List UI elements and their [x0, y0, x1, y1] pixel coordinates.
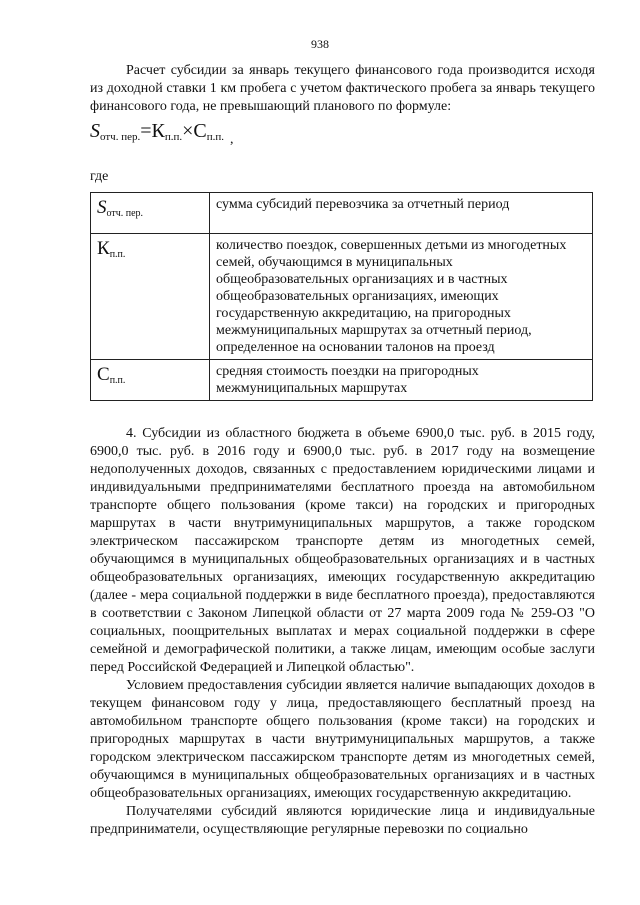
page-number: 938 [311, 37, 329, 51]
formula-equals: = [140, 120, 152, 142]
definition-row [91, 360, 593, 401]
paragraph-recipients: Получателями субсидий являются юридические лица и индивидуальные предприниматели, осуществляющие регулярные перевозки по социально [90, 804, 595, 837]
paragraph-condition: Условием предоставления субсидии является наличие выпадающих доходов в текущем финансовом году у лица, предоставляющего бесплатный проезд на автомобильном транспорте общего пользования (кроме такси) на городских и пригородных маршрутах в части внутримуниципальных маршрутов, а также городском электрическом пассажирском транспорте детям из многодетных семей, обучающимся в муниципальных общеобразовательных организациях и в частных общеобразовательных организациях, имеющих государственную аккредитацию. [90, 678, 595, 801]
subsidy-formula [90, 118, 595, 147]
formula-c-subscript: п.п. [206, 131, 225, 143]
definition-symbol-letter: К [97, 238, 110, 259]
intro-paragraph: Расчет субсидии за январь текущего финансового года производится исходя из доходной ставки 1 км пробега с учетом фактического пробега за январь текущего финансового года, не превышающий планового по формуле: [90, 63, 595, 114]
definition-description: средняя стоимость поездки на пригородных межмуниципальных маршрутах [210, 360, 593, 401]
definition-symbol [91, 193, 210, 234]
formula-c-symbol: С [193, 120, 207, 142]
formula-times: × [182, 120, 194, 142]
definition-symbol-letter: S [97, 197, 107, 218]
definition-description: количество поездок, совершенных детьми из многодетных семей, обучающимся в муниципальных общеобразовательных организациях и в частных общеобразовательных организациях, имеющих государственную аккредитацию, на пригородных межмуниципальных маршрутах за отчетный период, определенное на основании талонов на проезд [210, 234, 593, 360]
definition-symbol [91, 234, 210, 360]
definition-symbol-subscript: п.п. [109, 375, 126, 386]
where-label: где [90, 169, 109, 184]
formula-s-symbol: S [90, 120, 100, 142]
paragraph-subsidies: 4. Субсидии из областного бюджета в объеме 6900,0 тыс. руб. в 2015 году, 6900,0 тыс. руб. в 2016 году и 6900,0 тыс. руб. в 2017 году на возмещение недополученных доходов, связанных с предоставлением юридическими лицами и индивидуальными предпринимателями бесплатного проезда на автомобильном транспорте общего пользования (кроме такси) на городских и пригородных маршрутах в части внутримуниципальных маршрутов, а также городском электрическом пассажирском транспорте детям из многодетных семей, обучающимся в муниципальных общеобразовательных организациях и в частных общеобразовательных организациях, имеющих государственную аккредитацию (далее - мера социальной поддержки в виде бесплатного проезда), предоставляются в соответствии с Законом Липецкой области от 27 марта 2009 года № 259-ОЗ "О социальных, поощрительных выплатах и мерах социальной поддержки в сфере семейной и демографической политики, а также лицам, имеющим особые заслуги перед Российской Федерацией и Липецкой областью". [90, 426, 595, 675]
body-paragraphs [90, 425, 595, 839]
formula-s-subscript: отч. пер. [100, 131, 141, 143]
definition-symbol-subscript: п.п. [109, 249, 126, 260]
formula-trailing-comma: , [230, 132, 234, 147]
definition-description: сумма субсидий перевозчика за отчетный период [210, 193, 593, 234]
definition-symbol-subscript: отч. пер. [106, 208, 144, 219]
definition-symbol-letter: С [97, 364, 110, 385]
definition-symbol [91, 360, 210, 401]
definition-row [91, 234, 593, 360]
formula-k-symbol: К [151, 120, 165, 142]
definitions-table [90, 192, 593, 401]
definition-row [91, 193, 593, 234]
page-content [90, 62, 595, 839]
formula-k-subscript: п.п. [164, 131, 183, 143]
